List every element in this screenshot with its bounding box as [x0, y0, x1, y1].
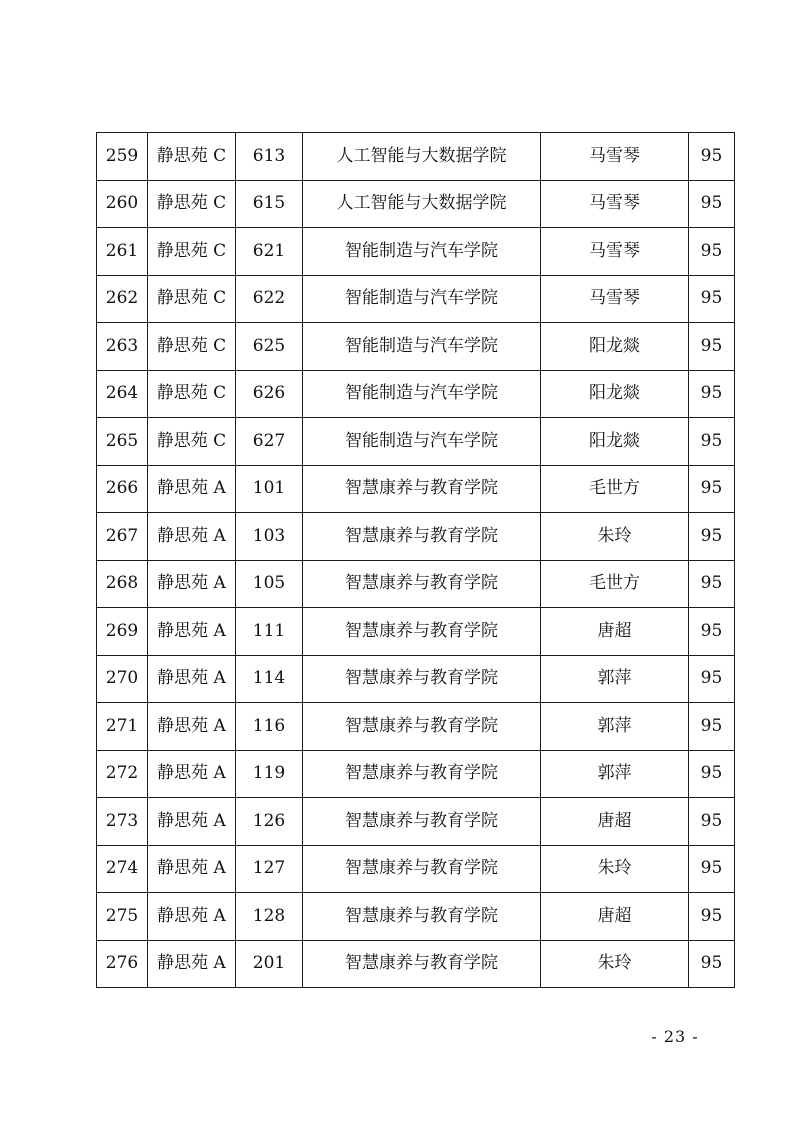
- building-cell: 静思苑 A: [148, 513, 236, 561]
- instructor-cell: 毛世方: [541, 560, 689, 608]
- score-cell: 95: [689, 608, 735, 656]
- row-number-cell: 263: [97, 323, 148, 371]
- room-number-cell: 128: [236, 893, 303, 941]
- row-number-cell: 273: [97, 798, 148, 846]
- score-cell: 95: [689, 655, 735, 703]
- building-cell: 静思苑 A: [148, 940, 236, 988]
- college-cell: 智慧康养与教育学院: [303, 465, 541, 513]
- score-cell: 95: [689, 845, 735, 893]
- college-cell: 智慧康养与教育学院: [303, 608, 541, 656]
- college-cell: 智慧康养与教育学院: [303, 940, 541, 988]
- dormitory-score-table: [96, 132, 735, 988]
- room-number-cell: 627: [236, 418, 303, 466]
- row-number-cell: 259: [97, 133, 148, 181]
- instructor-cell: 唐超: [541, 608, 689, 656]
- building-cell: 静思苑 A: [148, 465, 236, 513]
- college-cell: 人工智能与大数据学院: [303, 180, 541, 228]
- score-cell: 95: [689, 703, 735, 751]
- instructor-cell: 郭萍: [541, 655, 689, 703]
- instructor-cell: 朱玲: [541, 940, 689, 988]
- instructor-cell: 唐超: [541, 893, 689, 941]
- table-row: [97, 655, 735, 703]
- table-row: [97, 940, 735, 988]
- score-cell: 95: [689, 940, 735, 988]
- score-cell: 95: [689, 180, 735, 228]
- table-row: [97, 133, 735, 181]
- college-cell: 智能制造与汽车学院: [303, 418, 541, 466]
- instructor-cell: 马雪琴: [541, 133, 689, 181]
- building-cell: 静思苑 A: [148, 845, 236, 893]
- row-number-cell: 268: [97, 560, 148, 608]
- instructor-cell: 朱玲: [541, 513, 689, 561]
- college-cell: 智慧康养与教育学院: [303, 560, 541, 608]
- building-cell: 静思苑 C: [148, 370, 236, 418]
- room-number-cell: 114: [236, 655, 303, 703]
- row-number-cell: 270: [97, 655, 148, 703]
- room-number-cell: 626: [236, 370, 303, 418]
- table-row: [97, 370, 735, 418]
- instructor-cell: 阳龙燚: [541, 323, 689, 371]
- room-number-cell: 201: [236, 940, 303, 988]
- row-number-cell: 266: [97, 465, 148, 513]
- score-cell: 95: [689, 275, 735, 323]
- college-cell: 智能制造与汽车学院: [303, 323, 541, 371]
- college-cell: 智能制造与汽车学院: [303, 228, 541, 276]
- table-row: [97, 798, 735, 846]
- instructor-cell: 马雪琴: [541, 228, 689, 276]
- score-cell: 95: [689, 228, 735, 276]
- building-cell: 静思苑 A: [148, 893, 236, 941]
- instructor-cell: 阳龙燚: [541, 370, 689, 418]
- instructor-cell: 阳龙燚: [541, 418, 689, 466]
- row-number-cell: 272: [97, 750, 148, 798]
- row-number-cell: 264: [97, 370, 148, 418]
- instructor-cell: 马雪琴: [541, 180, 689, 228]
- building-cell: 静思苑 C: [148, 323, 236, 371]
- score-cell: 95: [689, 513, 735, 561]
- row-number-cell: 267: [97, 513, 148, 561]
- page-number: - 23 -: [651, 1027, 699, 1046]
- college-cell: 智慧康养与教育学院: [303, 798, 541, 846]
- college-cell: 智慧康养与教育学院: [303, 845, 541, 893]
- building-cell: 静思苑 A: [148, 608, 236, 656]
- college-cell: 智慧康养与教育学院: [303, 750, 541, 798]
- row-number-cell: 269: [97, 608, 148, 656]
- instructor-cell: 马雪琴: [541, 275, 689, 323]
- college-cell: 智能制造与汽车学院: [303, 370, 541, 418]
- room-number-cell: 127: [236, 845, 303, 893]
- room-number-cell: 622: [236, 275, 303, 323]
- room-number-cell: 116: [236, 703, 303, 751]
- table-row: [97, 323, 735, 371]
- table-row: [97, 513, 735, 561]
- table-row: [97, 845, 735, 893]
- row-number-cell: 274: [97, 845, 148, 893]
- instructor-cell: 毛世方: [541, 465, 689, 513]
- row-number-cell: 260: [97, 180, 148, 228]
- building-cell: 静思苑 C: [148, 275, 236, 323]
- room-number-cell: 105: [236, 560, 303, 608]
- instructor-cell: 郭萍: [541, 750, 689, 798]
- building-cell: 静思苑 A: [148, 703, 236, 751]
- score-cell: 95: [689, 133, 735, 181]
- college-cell: 人工智能与大数据学院: [303, 133, 541, 181]
- table-row: [97, 608, 735, 656]
- table-row: [97, 703, 735, 751]
- building-cell: 静思苑 C: [148, 133, 236, 181]
- row-number-cell: 262: [97, 275, 148, 323]
- row-number-cell: 271: [97, 703, 148, 751]
- college-cell: 智慧康养与教育学院: [303, 655, 541, 703]
- room-number-cell: 103: [236, 513, 303, 561]
- room-number-cell: 615: [236, 180, 303, 228]
- instructor-cell: 朱玲: [541, 845, 689, 893]
- table-row: [97, 750, 735, 798]
- room-number-cell: 119: [236, 750, 303, 798]
- college-cell: 智能制造与汽车学院: [303, 275, 541, 323]
- score-cell: 95: [689, 370, 735, 418]
- row-number-cell: 265: [97, 418, 148, 466]
- table-row: [97, 228, 735, 276]
- building-cell: 静思苑 A: [148, 750, 236, 798]
- room-number-cell: 613: [236, 133, 303, 181]
- college-cell: 智慧康养与教育学院: [303, 513, 541, 561]
- building-cell: 静思苑 C: [148, 180, 236, 228]
- room-number-cell: 625: [236, 323, 303, 371]
- table-body: [97, 133, 735, 988]
- score-cell: 95: [689, 560, 735, 608]
- score-cell: 95: [689, 798, 735, 846]
- row-number-cell: 261: [97, 228, 148, 276]
- building-cell: 静思苑 C: [148, 418, 236, 466]
- score-cell: 95: [689, 418, 735, 466]
- score-cell: 95: [689, 750, 735, 798]
- table-row: [97, 275, 735, 323]
- score-cell: 95: [689, 893, 735, 941]
- instructor-cell: 郭萍: [541, 703, 689, 751]
- building-cell: 静思苑 C: [148, 228, 236, 276]
- college-cell: 智慧康养与教育学院: [303, 893, 541, 941]
- instructor-cell: 唐超: [541, 798, 689, 846]
- score-cell: 95: [689, 323, 735, 371]
- building-cell: 静思苑 A: [148, 798, 236, 846]
- score-cell: 95: [689, 465, 735, 513]
- room-number-cell: 101: [236, 465, 303, 513]
- table-row: [97, 893, 735, 941]
- row-number-cell: 275: [97, 893, 148, 941]
- college-cell: 智慧康养与教育学院: [303, 703, 541, 751]
- building-cell: 静思苑 A: [148, 655, 236, 703]
- row-number-cell: 276: [97, 940, 148, 988]
- table-row: [97, 180, 735, 228]
- table-row: [97, 418, 735, 466]
- table-row: [97, 560, 735, 608]
- room-number-cell: 126: [236, 798, 303, 846]
- table-row: [97, 465, 735, 513]
- room-number-cell: 111: [236, 608, 303, 656]
- building-cell: 静思苑 A: [148, 560, 236, 608]
- room-number-cell: 621: [236, 228, 303, 276]
